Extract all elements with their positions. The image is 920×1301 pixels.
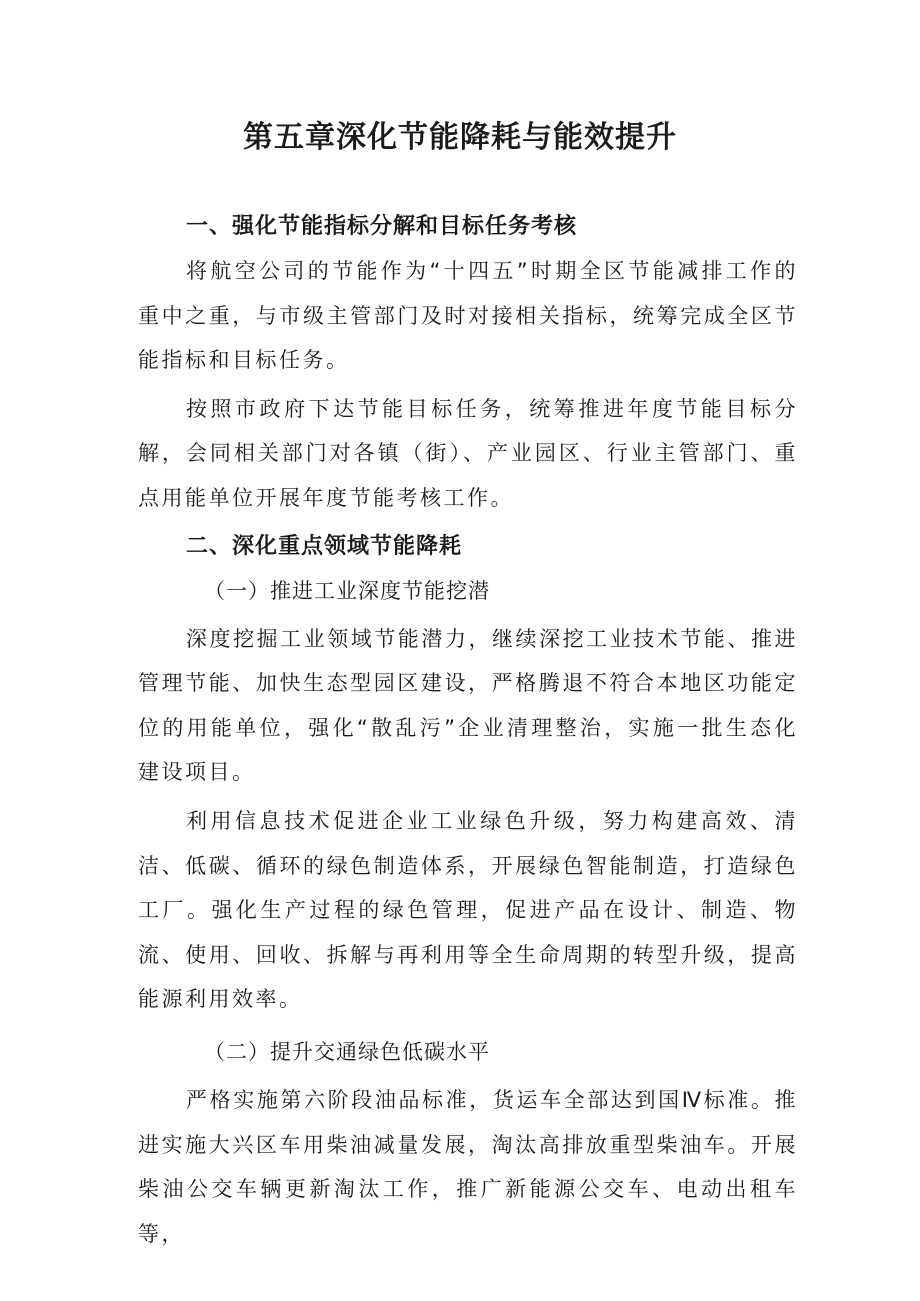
subsection-1-paragraph-2: 利用信息技术促进企业工业绿色升级，努力构建高效、清洁、低碳、循环的绿色制造体系，开展绿色智能制造，打造绿色工厂。强化生产过程的绿色管理，促进产品在设计、制造、物流、使用、回收、拆解与再利用等全生命周期的转型升级，提高能源利用效率。 — [138, 808, 798, 1012]
subsection-heading-1: （一）推进工业深度节能挖潜 — [204, 578, 490, 603]
chapter-title: 第五章深化节能降耗与能效提升 — [243, 120, 677, 155]
section-1-paragraph-2: 按照市政府下达节能目标任务，统筹推进年度节能目标分解，会同相关部门对各镇（街）、产业园区、行业主管部门、重点用能单位开展年度节能考核工作。 — [138, 396, 798, 510]
section-heading-1: 一、强化节能指标分解和目标任务考核 — [186, 214, 578, 239]
section-1-paragraph-1: 将航空公司的节能作为“十四五”时期全区节能减排工作的重中之重，与市级主管部门及时对接相关指标，统筹完成全区节能指标和目标任务。 — [138, 259, 798, 373]
section-heading-2: 二、深化重点领域节能降耗 — [186, 533, 463, 559]
subsection-heading-2: （二）提升交通绿色低碳水平 — [204, 1039, 490, 1064]
subsection-2-paragraph-1: 严格实施第六阶段油品标准，货运车全部达到国Ⅳ标准。推进实施大兴区车用柴油减量发展，淘汰高排放重型柴油车。开展柴油公交车辆更新淘汰工作，推广新能源公交车、电动出租车等， — [138, 1087, 798, 1246]
subsection-1-paragraph-1: 深度挖掘工业领域节能潜力，继续深挖工业技术节能、推进管理节能、加快生态型园区建设，严格腾退不符合本地区功能定位的用能单位，强化“散乱污”企业清理整治，实施一批生态化建设项目。 — [138, 626, 798, 785]
document-body — [138, 205, 798, 1256]
